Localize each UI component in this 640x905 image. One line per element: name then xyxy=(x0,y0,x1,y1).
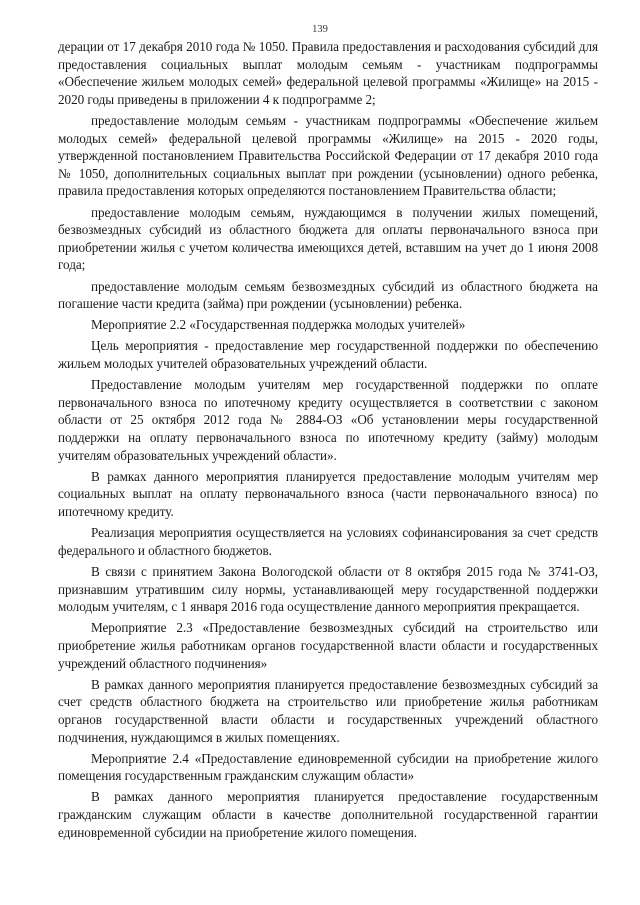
paragraph: Предоставление молодым учителям мер государственной поддержки по оплате первоначального взноса по ипотечному кредиту осуществляется в соответствии с законом области от 25 октября 2012 года № 2884-ОЗ «Об установлении меры государственной поддержки на оплату первоначального взноса по ипотечному кредиту (займу) молодым учителям образовательных учреждений области». xyxy=(58,377,598,463)
paragraph: В рамках данного мероприятия планируется предоставление безвозмездных субсидий за счет средств областного бюджета на строительство или приобретение жилья работникам органов государственной власти области и государственных учреждений областного подчинения, нуждающимся в жилых помещениях. xyxy=(58,676,598,745)
page-number: 139 xyxy=(312,24,328,35)
section-heading: Мероприятие 2.4 «Предоставление единовременной субсидии на приобретение жилого помещения государственным гражданским служащим области» xyxy=(58,750,598,784)
paragraph: В рамках данного мероприятия планируется предоставление молодым учителям мер социальных выплат на оплату первоначального взноса (части первоначального взноса) по ипотечному кредиту. xyxy=(58,468,598,519)
section-heading: Мероприятие 2.3 «Предоставление безвозмездных субсидий на строительство или приобретение жилья работникам органов государственной власти области и государственных учреждений областного подчинения» xyxy=(58,620,598,671)
paragraph: В связи с принятием Закона Вологодской области от 8 октября 2015 года № 3741-ОЗ, признавшим утратившим силу нормы, устанавливающей меру государственной поддержки молодым учителям, с 1 января 2016 года осуществление данного мероприятия прекращается. xyxy=(58,563,598,615)
document-body xyxy=(58,38,598,845)
paragraph: В рамках данного мероприятия планируется предоставление государственным гражданским служащим области в качестве дополнительной государственной гарантии единовременной субсидии на приобретение жилого помещения. xyxy=(58,789,598,840)
paragraph: Реализация мероприятия осуществляется на условиях софинансирования за счет средств федерального и областного бюджетов. xyxy=(58,525,598,558)
section-heading: Мероприятие 2.2 «Государственная поддержка молодых учителей» xyxy=(91,317,466,333)
paragraph: дерации от 17 декабря 2010 года № 1050. Правила предоставления и расходования субсидий для предоставления социальных выплат молодым семьям - участникам подпрограммы «Обеспечение жильем молодых семей» федеральной целевой программы «Жилище» на 2015 - 2020 годы приведены в приложении 4 к подпрограмме 2; xyxy=(58,39,598,107)
paragraph: Цель мероприятия - предоставление мер государственной поддержки по обеспечению жильем молодых учителей образовательных учреждений области. xyxy=(58,338,598,372)
paragraph: предоставление молодым семьям безвозмездных субсидий из областного бюджета на погашение части кредита (займа) при рождении (усыновлении) ребенка. xyxy=(58,278,598,312)
paragraph: предоставление молодым семьям, нуждающимся в получении жилых помещений, безвозмездных субсидий из областного бюджета для оплаты первоначального взноса при приобретении жилья с учетом количества имеющихся детей, вставшим на учет до 1 июня 2008 года; xyxy=(58,204,598,273)
paragraph: предоставление молодым семьям - участникам подпрограммы «Обеспечение жильем молодых семей» федеральной целевой программы «Жилище» на 2015 - 2020 годы, утвержденной постановлением Правительства Российской Федерации от 17 декабря 2010 года № 1050, дополнительных социальных выплат при рождении (усыновлении) одного ребенка, правила предоставления которых определяются постановлением Правительства области; xyxy=(58,112,598,199)
